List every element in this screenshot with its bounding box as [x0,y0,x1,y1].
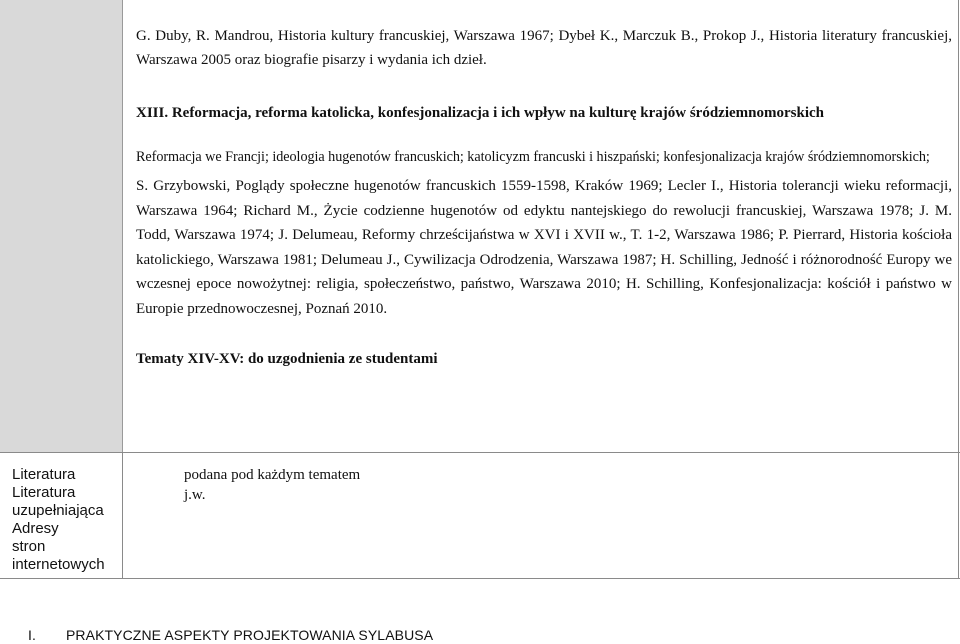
section-number: I. [28,627,36,643]
topic-description: Reformacja we Francji; ideologia hugenotów francuskich; katolicyzm francuski i hiszpański; konfesjonalizacja krajów śródziemnomorskich; [136,149,930,165]
literature-value: podana pod każdym tematem [184,467,361,483]
bibliography-paragraph-1: G. Duby, R. Mandrou, Historia kultury francuskiej, Warszawa 1967; Dybeł K., Marczuk B., Prokop J., Historia literatury francuskiej, Warszawa 2005 oraz biografie pisarzy i wydania ich dzieł. [136,28,952,68]
label-web-addresses-2: stron [12,538,46,555]
row-divider [0,452,960,453]
topics-heading: Tematy XIV-XV: do uzgodnienia ze studentami [136,351,438,367]
table-bottom-border [0,578,960,579]
table-right-border [958,0,959,578]
label-literature: Literatura [12,466,76,483]
label-supplementary-literature-2: uzupełniająca [12,502,104,519]
column-divider [122,452,123,578]
literature-labels [0,452,122,578]
section-title-text: PRAKTYCZNE ASPEKTY PROJEKTOWANIA SYLABUSA [65,627,434,643]
literature-values [184,466,360,505]
bibliography-paragraph-2: S. Grzybowski, Poglądy społeczne hugenotów francuskich 1559-1598, Kraków 1969; Lecler I., Historia tolerancji wieku reformacji, Warszawa 1964; Richard M., Życie codzienne hugenotów od edyktu nantejskiego do rewolucji francuskiej, Warszawa 1978; J. M. Todd, Warszawa 1974; J. Delumeau, Reformy chrześcijaństwa w XVI i XVII w., T. 1-2, Warszawa 1986; P. Pierrard, Historia kościoła katolickiego, Warszawa 1981; Delumeau J., Cywilizacja Odrodzenia, Warszawa 1987; H. Schilling, Jedność i różnorodność Europy we wczesnej epoce nowożytnej: religia, społeczeństwo, państwo, Warszawa 2010; H. Schilling, Konfesjonalizacja: kościół i państwo w Europie przednowoczesnej, Poznań 2010. [136,178,952,317]
label-web-addresses-3: internetowych [12,556,105,573]
topic-heading-xiii: XIII. Reformacja, reforma katolicka, konfesjonalizacja i ich wpływ na kulturę krajów śródziemnomorskich [136,105,825,121]
label-web-addresses-1: Adresy [12,520,59,537]
supplementary-literature-value: j.w. [184,487,206,503]
label-supplementary-literature-1: Literatura [12,484,76,501]
table-left-column [0,0,123,452]
section-title [28,626,433,644]
